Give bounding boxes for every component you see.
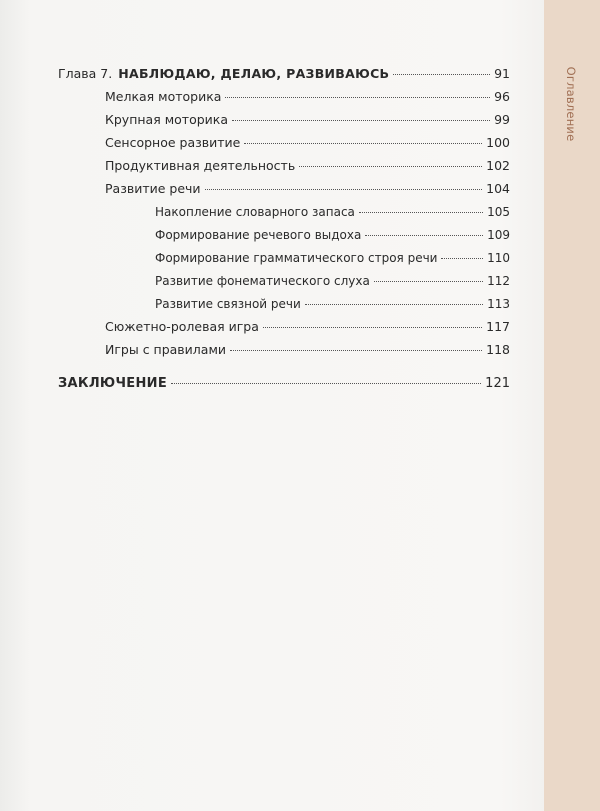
page-number: 105 (487, 205, 510, 219)
dot-leader (359, 212, 483, 213)
page-number: 110 (487, 251, 510, 265)
section-title: Сенсорное развитие (105, 135, 241, 150)
subsection-title: Формирование речевого выдоха (155, 228, 362, 242)
page-number: 113 (487, 297, 510, 311)
dot-leader (232, 120, 490, 121)
dot-leader (205, 189, 483, 190)
page-number: 112 (487, 274, 510, 288)
toc-section-entry[interactable] (105, 89, 510, 105)
chapter-prefix: Глава 7. (58, 66, 113, 81)
toc-section-entry[interactable] (105, 181, 510, 197)
toc-subsection-entry[interactable] (155, 204, 510, 220)
dot-leader (225, 97, 490, 98)
section-title: Игры с правилами (105, 342, 227, 357)
subsection-title: Развитие фонематического слуха (155, 274, 370, 288)
subsection-title: Накопление словарного запаса (155, 205, 355, 219)
dot-leader (299, 166, 482, 167)
toc-conclusion-entry[interactable] (58, 376, 510, 392)
toc-section-entry[interactable] (105, 158, 510, 174)
page-number: 121 (485, 376, 510, 391)
page-number: 99 (494, 112, 510, 127)
chapter-title: НАБЛЮДАЮ, ДЕЛАЮ, РАЗВИВАЮСЬ (118, 66, 390, 81)
dot-leader (230, 350, 482, 351)
subsection-title: Формирование грамматического строя речи (155, 251, 438, 265)
dot-leader (393, 74, 490, 75)
page-number: 118 (486, 342, 510, 357)
section-title: Развитие речи (105, 181, 201, 196)
page-number: 102 (486, 158, 510, 173)
section-title: Крупная моторика (105, 112, 228, 127)
dot-leader (441, 258, 483, 259)
side-tab-label: Оглавление (564, 66, 578, 142)
toc-subsection-entry[interactable] (155, 227, 510, 243)
dot-leader (171, 383, 481, 384)
dot-leader (365, 235, 483, 236)
page-number: 91 (494, 66, 510, 81)
toc-section-entry[interactable] (105, 342, 510, 358)
toc-subsection-entry[interactable] (155, 296, 510, 312)
section-title: Продуктивная деятельность (105, 158, 296, 173)
section-title: Сюжетно-ролевая игра (105, 319, 259, 334)
toc-subsection-entry[interactable] (155, 273, 510, 289)
dot-leader (305, 304, 483, 305)
toc-chapter-entry[interactable] (58, 66, 510, 82)
toc-subsection-entry[interactable] (155, 250, 510, 266)
page-number: 100 (486, 135, 510, 150)
dot-leader (374, 281, 483, 282)
page-number: 96 (494, 89, 510, 104)
toc-section-entry[interactable] (105, 135, 510, 151)
toc-section-entry[interactable] (105, 319, 510, 335)
subsection-title: Развитие связной речи (155, 297, 301, 311)
page-number: 104 (486, 181, 510, 196)
conclusion-title: ЗАКЛЮЧЕНИЕ (58, 376, 168, 391)
dot-leader (263, 327, 482, 328)
page-number: 117 (486, 319, 510, 334)
section-title: Мелкая моторика (105, 89, 222, 104)
toc-section-entry[interactable] (105, 112, 510, 128)
dot-leader (244, 143, 482, 144)
page-number: 109 (487, 228, 510, 242)
